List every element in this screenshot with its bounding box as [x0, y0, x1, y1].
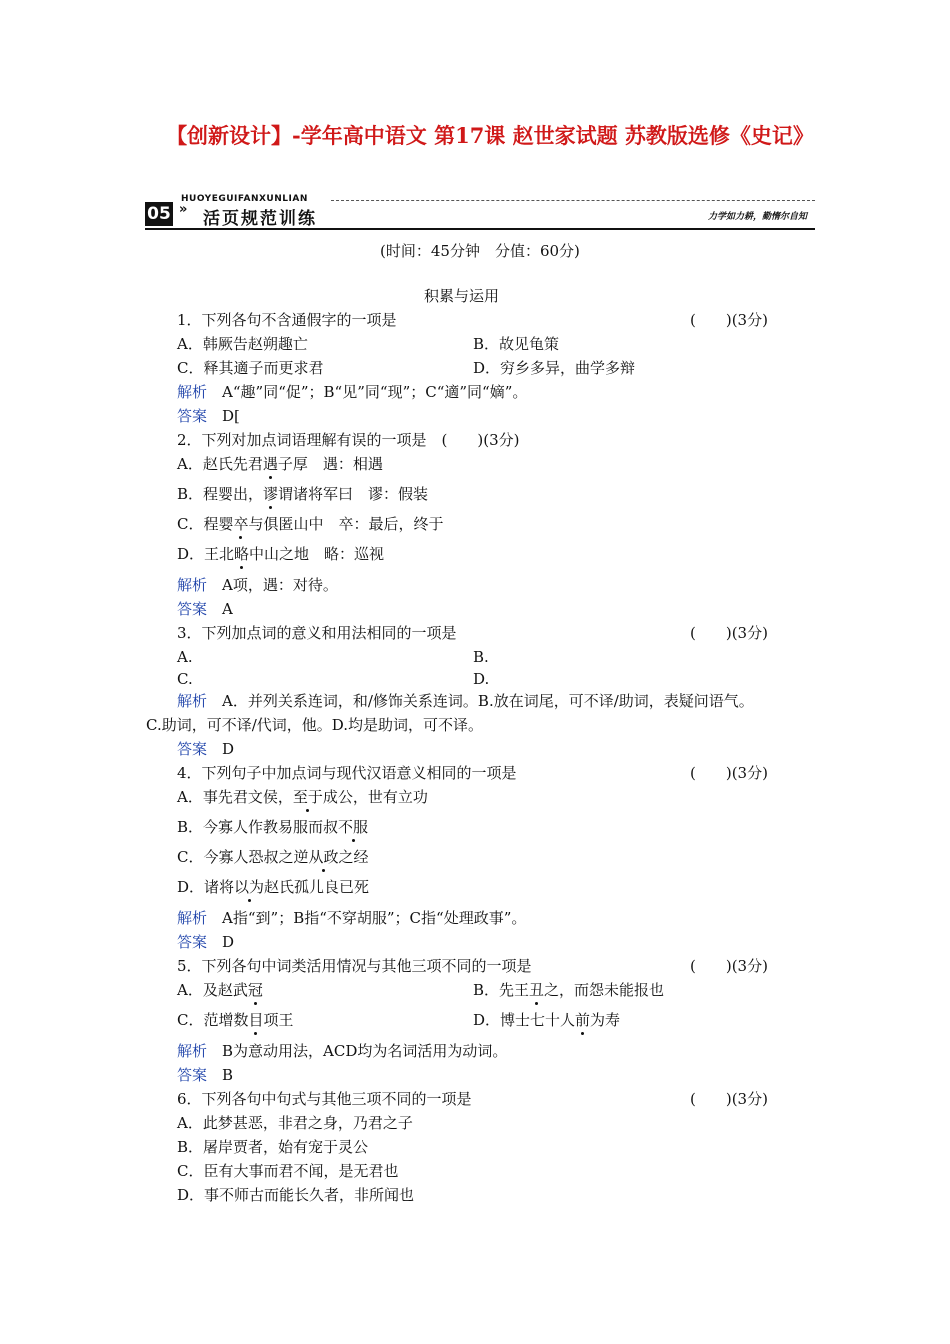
section-banner [145, 192, 815, 232]
q6-stem: 6．下列各句中句式与其他三项不同的一项是 [177, 1090, 472, 1108]
q5-b-post: 之，而怨未能报也 [544, 981, 665, 999]
q4-analysis [177, 908, 526, 928]
answer-label: 答案 [177, 740, 208, 758]
q5-option-d [473, 1010, 620, 1030]
q4-stem: 4．下列句子中加点词与现代汉语意义相同的一项是 [177, 764, 517, 782]
banner-rule [145, 228, 815, 230]
q1-option-d: D．穷乡多异，曲学多辩 [473, 359, 636, 377]
q1-stem: 1．下列各句不含通假字的一项是 [177, 311, 397, 329]
q6-option-d: D．事不师古而能长久者，非所闻也 [177, 1186, 415, 1204]
q3-analysis-text-2: C.助词，可不译/代词，他。D.均是助词，可不译。 [146, 716, 484, 734]
q4-option-d [177, 877, 369, 897]
q4-c-pre: C．今寡人恐叔之逆 [177, 848, 309, 866]
q1-option-b: B．故见龟策 [473, 335, 560, 353]
answer-label: 答案 [177, 600, 208, 618]
q2-d-pre: D．王北 [177, 545, 235, 563]
q2-answer-text: A [222, 600, 233, 618]
q3-option-d: D. [473, 670, 490, 688]
q4-score: ( )(3分) [690, 764, 768, 782]
q3-score: ( )(3分) [690, 624, 768, 642]
q4-c-dotted-word: 从政 [308, 848, 339, 866]
q5-option-c [177, 1010, 294, 1030]
q5-answer [177, 1065, 233, 1085]
q5-a-dotted-word: 冠 [247, 981, 263, 999]
q6-option-b: B．屠岸贾者，始有宠于灵公 [177, 1138, 369, 1156]
q3-stem: 3．下列加点词的意义和用法相同的一项是 [177, 624, 457, 642]
q2-stem: 2．下列对加点词语理解有误的一项是 ( )(3分) [177, 431, 520, 449]
answer-label: 答案 [177, 1066, 208, 1084]
q5-b-dotted-word: 丑 [529, 981, 545, 999]
q3-analysis [177, 691, 754, 711]
q2-analysis-text: A项，遇：对待。 [222, 576, 338, 594]
q5-option-a [177, 980, 263, 1000]
q5-analysis-text: B为意动用法，ACD均为名词活用为动词。 [222, 1042, 508, 1060]
q2-answer [177, 599, 233, 619]
q2-d-dotted-word: 略 [234, 545, 250, 563]
q5-b-pre: B．先王 [473, 981, 530, 999]
q4-option-c [177, 847, 369, 867]
q1-option-c: C．释其適子而更求君 [177, 359, 324, 377]
q4-d-dotted-word: 以为 [234, 878, 265, 896]
document-title: 【创新设计】-学年高中语文 第17课 赵世家试题 苏教版选修《史记》 [166, 123, 814, 148]
q4-a-post: 成公，世有立功 [322, 788, 428, 806]
q4-b-dotted-word: 不服 [338, 818, 369, 836]
q6-option-a: A．此梦甚恶，非君之身，乃君之子 [177, 1114, 413, 1132]
q5-option-b [473, 980, 664, 1000]
q1-option-a: A．韩厥告赵朔趣亡 [177, 335, 308, 353]
q5-answer-text: B [222, 1066, 234, 1084]
q1-analysis-text: A“趣”同“促”；B“见”同“现”；C“適”同“嫡”。 [222, 383, 528, 401]
banner-dashed-line [331, 200, 815, 201]
answer-label: 答案 [177, 933, 208, 951]
q4-analysis-text: A指“到”；B指“不穿胡服”；C指“处理政事”。 [222, 909, 527, 927]
banner-motto: 力学如力耕，勤惰尔自知 [707, 212, 807, 222]
q2-a-dotted-word: 遇 [262, 455, 278, 473]
analysis-label: 解析 [177, 383, 208, 401]
q4-a-dotted-word: 至于 [292, 788, 323, 806]
q6-option-c: C．臣有大事而君不闻，是无君也 [177, 1162, 399, 1180]
q3-option-a: A. [177, 648, 193, 666]
analysis-label: 解析 [177, 1042, 208, 1060]
q4-c-post: 之经 [338, 848, 369, 866]
q4-d-post: 赵氏孤儿良已死 [264, 878, 370, 896]
q3-answer-text: D [222, 740, 235, 758]
q1-analysis [177, 382, 527, 402]
time-score-info: (时间：45分钟 分值：60分) [380, 242, 580, 260]
q5-c-dotted-word: 目 [248, 1011, 264, 1029]
q2-a-post: 子厚 遇：相遇 [277, 455, 383, 473]
q4-option-b [177, 817, 368, 837]
q4-answer [177, 932, 234, 952]
q2-a-pre: A．赵氏先君 [177, 455, 263, 473]
q2-option-b [177, 484, 428, 504]
q3-analysis-text-1: A．并列关系连词，和/修饰关系连词。B.放在词尾，可不译/助词，表疑问语气。 [222, 692, 754, 710]
q4-a-pre: A．事先君文侯， [177, 788, 293, 806]
banner-number: 05 [145, 202, 173, 226]
q2-option-a [177, 454, 383, 474]
q3-option-c: C. [177, 670, 193, 688]
section-heading: 积累与运用 [424, 287, 500, 305]
q5-c-pre: C．范增数 [177, 1011, 249, 1029]
q5-d-dotted-word: 前 [575, 1011, 591, 1029]
q5-c-post: 项王 [263, 1011, 294, 1029]
q2-b-post: 谓诸将军曰 谬：假装 [278, 485, 429, 503]
q5-d-post: 为寿 [590, 1011, 621, 1029]
q5-d-pre: D．博士七十人 [473, 1011, 576, 1029]
analysis-label: 解析 [177, 576, 208, 594]
analysis-label: 解析 [177, 909, 208, 927]
q2-d-post: 中山之地 略：巡视 [249, 545, 385, 563]
q3-option-b: B. [473, 648, 489, 666]
q5-a-pre: A．及赵武 [177, 981, 248, 999]
q2-option-c [177, 514, 444, 534]
q4-answer-text: D [222, 933, 235, 951]
q2-b-pre: B．程婴出， [177, 485, 264, 503]
q1-answer [177, 406, 240, 426]
double-arrow-icon: » [179, 202, 188, 217]
answer-label: 答案 [177, 407, 208, 425]
banner-pinyin: HUOYEGUIFANXUNLIAN [181, 194, 308, 204]
q4-option-a [177, 787, 428, 807]
q3-answer [177, 739, 234, 759]
q6-score: ( )(3分) [690, 1090, 768, 1108]
q1-answer-text: D[ [222, 407, 240, 425]
q5-stem: 5．下列各句中词类活用情况与其他三项不同的一项是 [177, 957, 532, 975]
q2-option-d [177, 544, 384, 564]
q2-b-dotted-word: 谬 [263, 485, 279, 503]
q2-c-pre: C．程婴 [177, 515, 234, 533]
q1-score: ( )(3分) [690, 311, 768, 329]
q2-analysis [177, 575, 338, 595]
q5-analysis [177, 1041, 507, 1061]
q2-c-post: 与俱匿山中 卒：最后，终于 [248, 515, 444, 533]
analysis-label: 解析 [177, 692, 208, 710]
q2-c-dotted-word: 卒 [233, 515, 249, 533]
q4-b-pre: B．今寡人作教易服而叔 [177, 818, 339, 836]
q5-score: ( )(3分) [690, 957, 768, 975]
banner-title: 活页规范训练 [203, 209, 317, 229]
q4-d-pre: D．诸将 [177, 878, 235, 896]
